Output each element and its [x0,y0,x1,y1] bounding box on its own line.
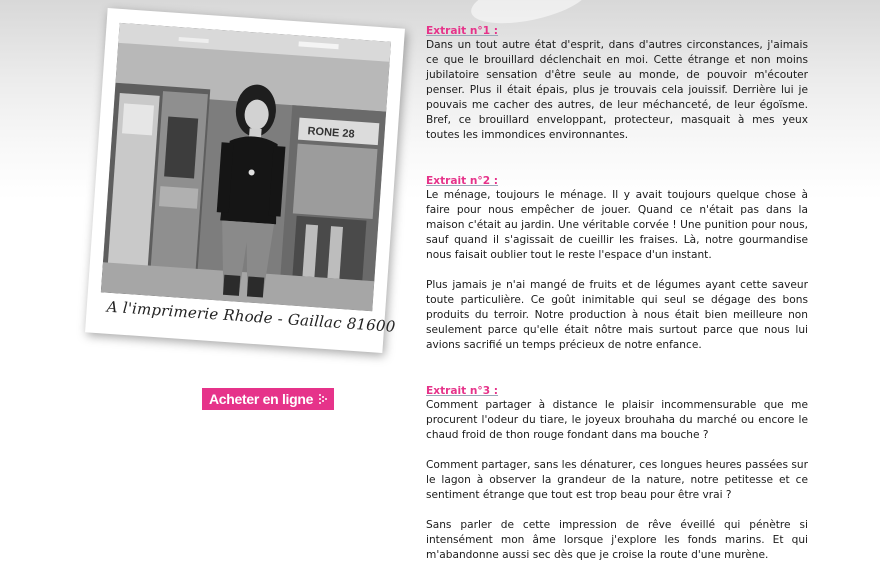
extract-paragraph: Comment partager, sans les dénaturer, ces longues heures passées sur le lagon à observer la grandeur de la nature, notre petitesse et ce sentiment étrange que tout est trop beau pour être vrai ? [426,459,808,501]
extract-paragraph: Plus jamais je n'ai mangé de fruits et de légumes ayant cette saveur toute particulière. Ce goût inimitable qui seul se dégage des bons produits du terroir. Notre production à nous était bien meilleure non seulement parce qu'elle était nôtre mais surtout parce que nous lui avions sacrifié un temps précieux de notre enfance. [426,279,808,351]
extract-1 [426,25,808,143]
buy-online-label: Acheter en ligne [209,391,314,407]
extract-3 [426,385,808,563]
dotted-arrow-icon [318,393,328,405]
extract-paragraph: Sans parler de cette impression de rêve éveillé qui pénètre si intensément mon âme lorsque j'explore les fonds marins. Et qui m'abandonne aussi sec dès que je croise la route d'une murène. [426,519,808,561]
extract-paragraph: Dans un tout autre état d'esprit, dans d'autres circonstances, j'aimais ce que le brouillard déclenchait en moi. Cette étrange et non moins jubilatoire sensation d'être seule au monde, de pouvoir m'écouter penser. Plus il était épais, plus je trouvais cela jouissif. Derrière lui je pouvais me cacher des autres, de leur méchanceté, de leur égoïsme. Bref, ce brouillard enveloppant, protecteur, masquait à mes yeux toutes les immondices environnantes. [426,39,808,141]
author-photo [101,23,391,311]
extract-paragraph: Le ménage, toujours le ménage. Il y avait toujours quelque chose à faire pour nous empêcher de jouer. Quand ce n'était pas dans la maison c'était au jardin. Une véritable corvée ! Une punition pour nous, sauf quand il s'agissait de cueillir les fraises. Là, notre gourmandise nous faisait oublier tout le reste l'espace d'un instant. [426,189,808,261]
extract-2 [426,175,808,353]
photo-caption: A l'imprimerie Rhode - Gaillac 81600 [106,297,397,336]
extract-title: Extrait n°3 : [426,385,499,397]
polaroid-frame [85,8,405,353]
buy-online-button[interactable] [202,388,334,410]
printing-press-photo [101,23,391,311]
extract-title: Extrait n°2 : [426,175,499,187]
machine-label: RONE 28 [307,125,355,141]
extract-paragraph: Comment partager à distance le plaisir incommensurable que me procurent l'odeur du tiare, le joyeux brouhaha du marché ou encore le chaud froid de thon rouge fondant dans ma bouche ? [426,399,808,441]
extract-title: Extrait n°1 : [426,25,499,37]
